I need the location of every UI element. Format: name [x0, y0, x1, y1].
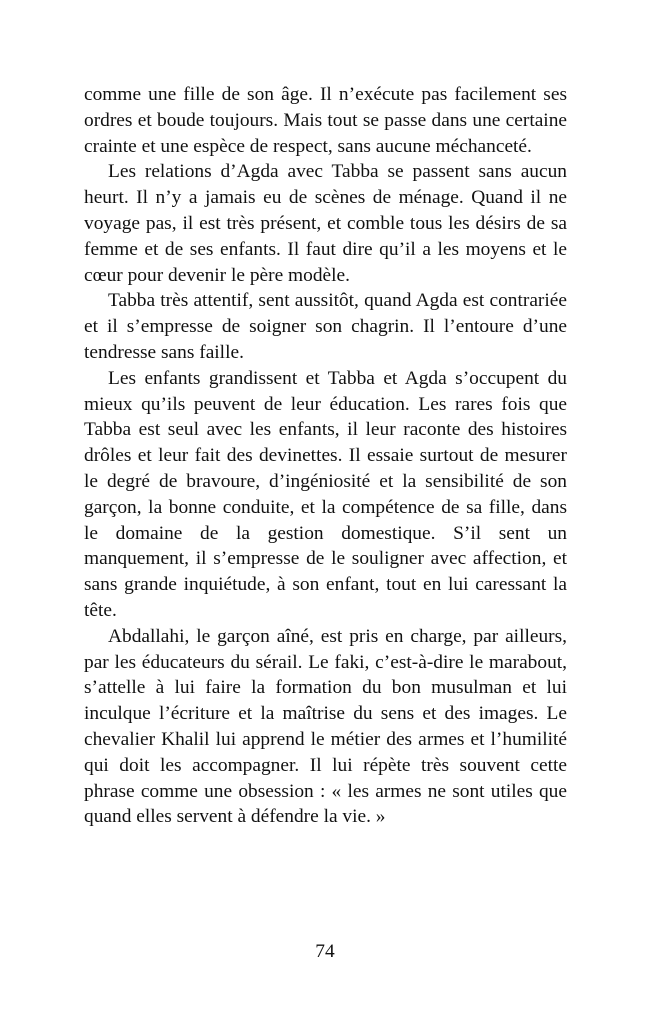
- paragraph-children-education: Les enfants grandissent et Tabba et Agda s’occupent du mieux qu’ils peuvent de leur éducation. Les rares fois que Tabba est seul avec les enfants, il leur raconte des histoires drôles et leur fait des devinettes. Il essaie surtout de mesurer le degré de bravoure, d’ingéniosité et la sensibilité de son garçon, la bonne conduite, et la compétence de sa fille, dans le domaine de la gestion domestique. S’il sent un manquement, il s’empresse de le souligner avec affection, et sans grande inquiétude, à son enfant, tout en lui caressant la tête.: [84, 367, 567, 621]
- page-number: 74: [315, 941, 335, 962]
- paragraph-agda-tabba-relations: Les relations d’Agda avec Tabba se passent sans aucun heurt. Il n’y a jamais eu de scènes de ménage. Quand il ne voyage pas, il est très présent, et comble tous les désirs de sa femme et de ses enfants. Il faut dire qu’il a les moyens et le cœur pour devenir le père modèle.: [84, 161, 567, 286]
- paragraph-abdallahi: Abdallahi, le garçon aîné, est pris en charge, par ailleurs, par les éducateurs du sérail. Le faki, c’est-à-dire le marabout, s’attelle à lui faire la formation du bon musulman et lui inculque l’écriture et la maîtrise du sens et des images. Le chevalier Khalil lui apprend le métier des armes et l’humilité qui doit les accompagner. Il lui répète très souvent cette phrase comme une obsession : « les armes ne sont utiles que quand elles servent à défendre la vie. »: [84, 625, 567, 828]
- paragraph-continuation: comme une fille de son âge. Il n’exécute pas facilement ses ordres et boude toujours. Mais tout se passe dans une certaine crainte et une espèce de respect, sans aucune méchanceté.: [84, 84, 567, 157]
- page-body: [84, 82, 567, 830]
- paragraph-tabba-attentive: Tabba très attentif, sent aussitôt, quand Agda est contrariée et il s’empresse de soigner son chagrin. Il l’entoure d’une tendresse sans faille.: [84, 290, 567, 363]
